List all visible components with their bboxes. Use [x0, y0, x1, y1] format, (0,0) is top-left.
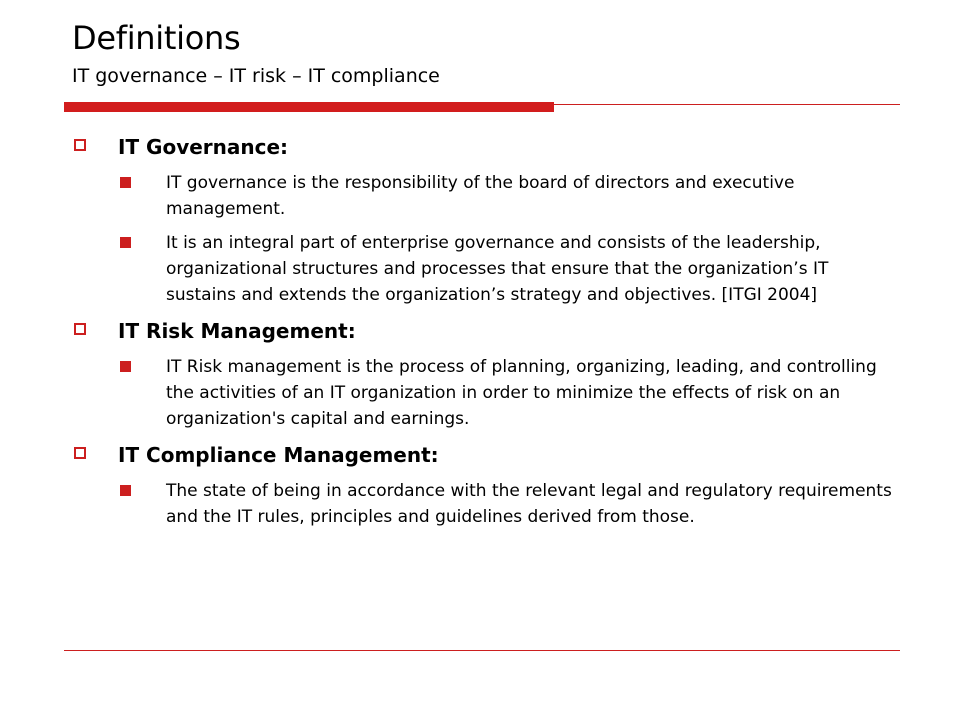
header-accent-bar — [64, 102, 554, 112]
bullet-item — [72, 170, 902, 222]
filled-square-bullet-icon — [120, 237, 131, 248]
section-heading-it-compliance-management — [72, 442, 902, 468]
bullet-item — [72, 230, 902, 308]
section-heading-text: IT Risk Management: — [118, 319, 356, 343]
filled-square-bullet-icon — [120, 361, 131, 372]
slide-subtitle: IT governance – IT risk – IT compliance — [72, 65, 440, 87]
bullet-item — [72, 354, 902, 432]
hollow-square-bullet-icon — [74, 139, 86, 151]
slide-title: Definitions — [72, 19, 241, 57]
section-heading-text: IT Governance: — [118, 135, 289, 159]
bullet-text: IT governance is the responsibility of the board of directors and executive management. — [166, 173, 795, 219]
bullet-text: The state of being in accordance with the relevant legal and regulatory requirements and the IT rules, principles and guidelines derived from those. — [166, 481, 892, 527]
filled-square-bullet-icon — [120, 485, 131, 496]
section-heading-text: IT Compliance Management: — [118, 443, 439, 467]
footer-divider — [64, 650, 900, 651]
bullet-item — [72, 478, 902, 530]
filled-square-bullet-icon — [120, 177, 131, 188]
slide-body — [72, 134, 902, 538]
bullet-text: IT Risk management is the process of planning, organizing, leading, and controlling the activities of an IT organization in order to minimize the effects of risk on an organization's capital and earnings. — [166, 357, 877, 429]
bullet-text: It is an integral part of enterprise governance and consists of the leadership, organizational structures and processes that ensure that the organization’s IT sustains and extends the organization’s strategy and objectives. [ITGI 2004] — [166, 233, 829, 305]
section-heading-it-governance — [72, 134, 902, 160]
section-heading-it-risk-management — [72, 318, 902, 344]
hollow-square-bullet-icon — [74, 447, 86, 459]
hollow-square-bullet-icon — [74, 323, 86, 335]
